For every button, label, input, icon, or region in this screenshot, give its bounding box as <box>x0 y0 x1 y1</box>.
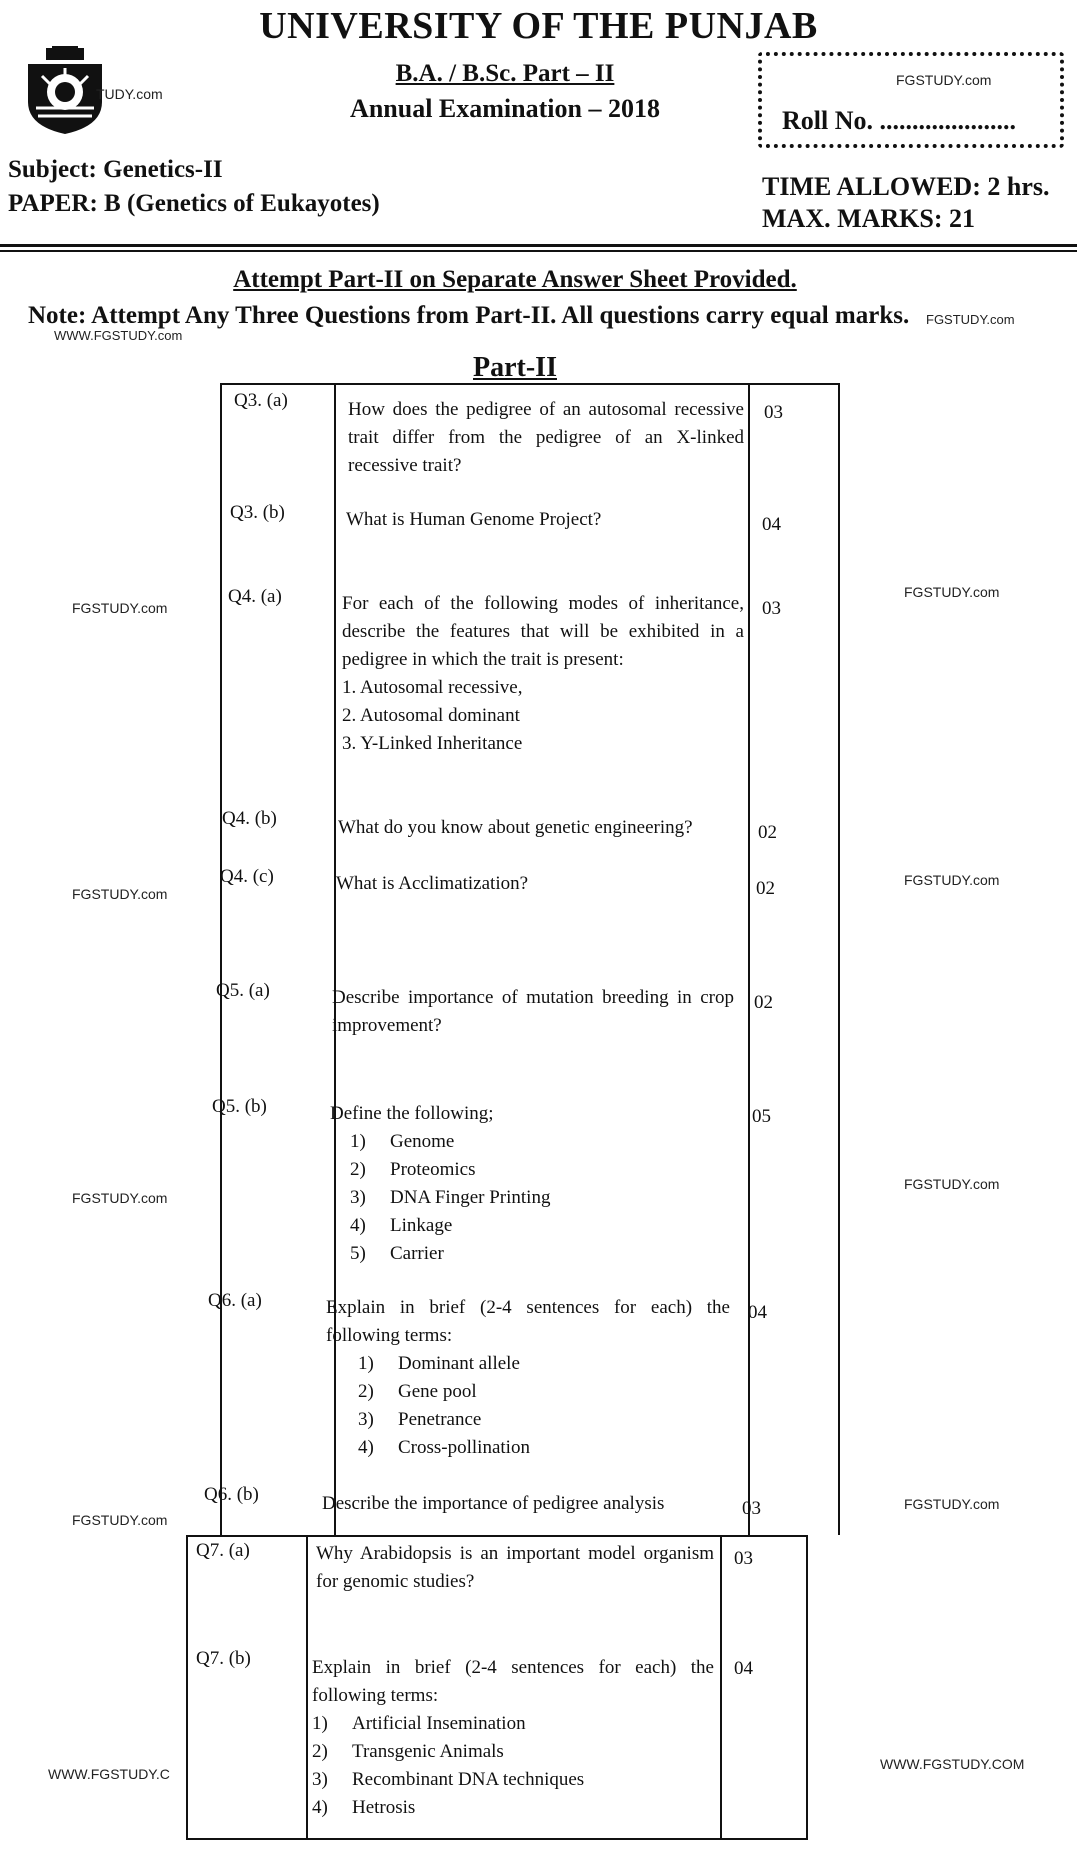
question-text: Why Arabidopsis is an important model organism for genomic studies? <box>316 1543 714 1592</box>
table-column-divider <box>306 1535 308 1840</box>
question-marks: 03 <box>764 402 783 423</box>
question-text: Describe importance of mutation breeding in crop improvement? <box>332 987 734 1036</box>
item-number: 5) <box>350 1243 366 1264</box>
question-number: Q6. (b) <box>204 1484 259 1505</box>
question-number: Q5. (b) <box>212 1096 267 1117</box>
item-number: 4) <box>350 1215 366 1236</box>
item-number: 4) <box>358 1437 374 1458</box>
item-text: Artificial Insemination <box>352 1713 526 1734</box>
item-number: 2) <box>350 1159 366 1180</box>
question-marks: 02 <box>754 992 773 1013</box>
table-column-divider <box>748 383 750 1535</box>
list-item <box>330 1156 734 1184</box>
table-right-border <box>838 383 840 1535</box>
question-text: How does the pedigree of an autosomal recessive trait differ from the pedigree of an X-linked recessive trait? <box>348 399 744 476</box>
item-text: Gene pool <box>398 1381 477 1402</box>
list-item <box>326 1434 730 1462</box>
question-number: Q5. (a) <box>216 980 270 1001</box>
question-marks: 02 <box>756 878 775 899</box>
list-item <box>326 1406 730 1434</box>
question-text: Explain in brief (2-4 sentences for each) the following terms: <box>326 1297 730 1346</box>
item-number: 1) <box>358 1353 374 1374</box>
watermark: FGSTUDY.com <box>904 872 1000 888</box>
item-text: Cross-pollination <box>398 1437 530 1458</box>
list-item <box>312 1710 714 1738</box>
question-number: Q4. (c) <box>220 866 274 887</box>
header-divider <box>0 244 1077 247</box>
list-item: 1. Autosomal recessive, <box>342 677 523 698</box>
item-text: Linkage <box>390 1215 453 1236</box>
question-marks: 03 <box>762 598 781 619</box>
list-item <box>330 1212 734 1240</box>
question-marks: 03 <box>734 1548 753 1569</box>
item-text: Recombinant DNA techniques <box>352 1769 585 1790</box>
question-marks: 04 <box>762 514 781 535</box>
list-item <box>330 1240 734 1268</box>
watermark: FGSTUDY.com <box>72 886 168 902</box>
question-number: Q4. (b) <box>222 808 277 829</box>
part-title: Part-II <box>473 352 557 383</box>
item-text: DNA Finger Printing <box>390 1187 551 1208</box>
watermark: TUDY.com <box>96 86 163 102</box>
watermark: WWW.FGSTUDY.com <box>54 328 183 343</box>
item-text: Genome <box>390 1131 455 1152</box>
question-number: Q7. (b) <box>196 1648 251 1669</box>
time-allowed: TIME ALLOWED: 2 hrs. <box>762 172 1050 201</box>
item-text: Dominant allele <box>398 1353 520 1374</box>
question-marks: 02 <box>758 822 777 843</box>
watermark: FGSTUDY.com <box>904 1496 1000 1512</box>
item-number: 2) <box>358 1381 374 1402</box>
question-number: Q6. (a) <box>208 1290 262 1311</box>
question-text: What is Acclimatization? <box>336 873 529 894</box>
question-marks: 05 <box>752 1106 771 1127</box>
watermark: FGSTUDY.com <box>896 72 992 88</box>
list-item: 3. Y-Linked Inheritance <box>342 733 523 754</box>
university-title: UNIVERSITY OF THE PUNJAB <box>259 5 818 47</box>
table-column-divider <box>720 1535 722 1840</box>
item-number: 1) <box>312 1713 328 1734</box>
question-text: Define the following; <box>330 1103 494 1124</box>
watermark: FGSTUDY.com <box>904 584 1000 600</box>
item-text: Carrier <box>390 1243 444 1264</box>
item-number: 4) <box>312 1797 328 1818</box>
question-text: Describe the importance of pedigree analysis <box>322 1493 665 1514</box>
program-title: B.A. / B.Sc. Part – II <box>395 60 615 87</box>
question-marks: 03 <box>742 1498 761 1519</box>
question-number: Q3. (b) <box>230 502 285 523</box>
item-text: Hetrosis <box>352 1797 416 1818</box>
table-right-border <box>806 1535 808 1840</box>
watermark: FGSTUDY.com <box>72 1512 168 1528</box>
table-section-border <box>186 1535 806 1537</box>
question-text: Explain in brief (2-4 sentences for each) the following terms: <box>312 1657 714 1706</box>
attempt-instruction: Attempt Part-II on Separate Answer Sheet Provided. <box>233 266 797 293</box>
item-text: Penetrance <box>398 1409 482 1430</box>
watermark: WWW.FGSTUDY.COM <box>880 1756 1025 1772</box>
item-number: 2) <box>312 1741 328 1762</box>
question-body <box>312 1654 714 1822</box>
list-item <box>312 1738 714 1766</box>
list-item <box>312 1766 714 1794</box>
list-item <box>330 1184 734 1212</box>
item-number: 3) <box>358 1409 374 1430</box>
question-body <box>326 1294 730 1462</box>
question-body <box>330 1100 734 1268</box>
question-marks: 04 <box>748 1302 767 1323</box>
list-item <box>326 1378 730 1406</box>
question-text: What is Human Genome Project? <box>346 509 602 530</box>
watermark: FGSTUDY.com <box>72 600 168 616</box>
watermark: WWW.FGSTUDY.C <box>48 1766 170 1782</box>
question-number: Q7. (a) <box>196 1540 250 1561</box>
table-top-border <box>220 383 840 385</box>
watermark: FGSTUDY.com <box>904 1176 1000 1192</box>
list-item: 2. Autosomal dominant <box>342 705 520 726</box>
question-text: What do you know about genetic engineering? <box>338 817 693 838</box>
question-marks: 04 <box>734 1658 753 1679</box>
item-number: 3) <box>312 1769 328 1790</box>
list-item <box>312 1794 714 1822</box>
watermark: FGSTUDY.com <box>926 312 1015 327</box>
exam-title: Annual Examination – 2018 <box>350 94 660 123</box>
table-left-border <box>220 383 222 1535</box>
list-item <box>326 1350 730 1378</box>
item-number: 3) <box>350 1187 366 1208</box>
item-number: 1) <box>350 1131 366 1152</box>
subject-label: Subject: Genetics-II <box>8 156 223 183</box>
question-body <box>342 590 744 758</box>
header-divider <box>0 250 1077 252</box>
question-text: For each of the following modes of inheritance, describe the features that will be exhibited in a pedigree in which the trait is present: <box>342 593 744 670</box>
table-left-border <box>186 1535 188 1840</box>
paper-label: PAPER: B (Genetics of Eukayotes) <box>8 190 380 217</box>
note-instruction: Note: Attempt Any Three Questions from Part-II. All questions carry equal marks. <box>28 302 910 329</box>
item-text: Transgenic Animals <box>352 1741 504 1762</box>
question-number: Q3. (a) <box>234 390 288 411</box>
list-item <box>330 1128 734 1156</box>
roll-number-label: Roll No. ..................... <box>782 106 1016 135</box>
item-text: Proteomics <box>390 1159 476 1180</box>
max-marks: MAX. MARKS: 21 <box>762 204 976 233</box>
question-number: Q4. (a) <box>228 586 282 607</box>
table-bottom-border <box>186 1838 806 1840</box>
watermark: FGSTUDY.com <box>72 1190 168 1206</box>
